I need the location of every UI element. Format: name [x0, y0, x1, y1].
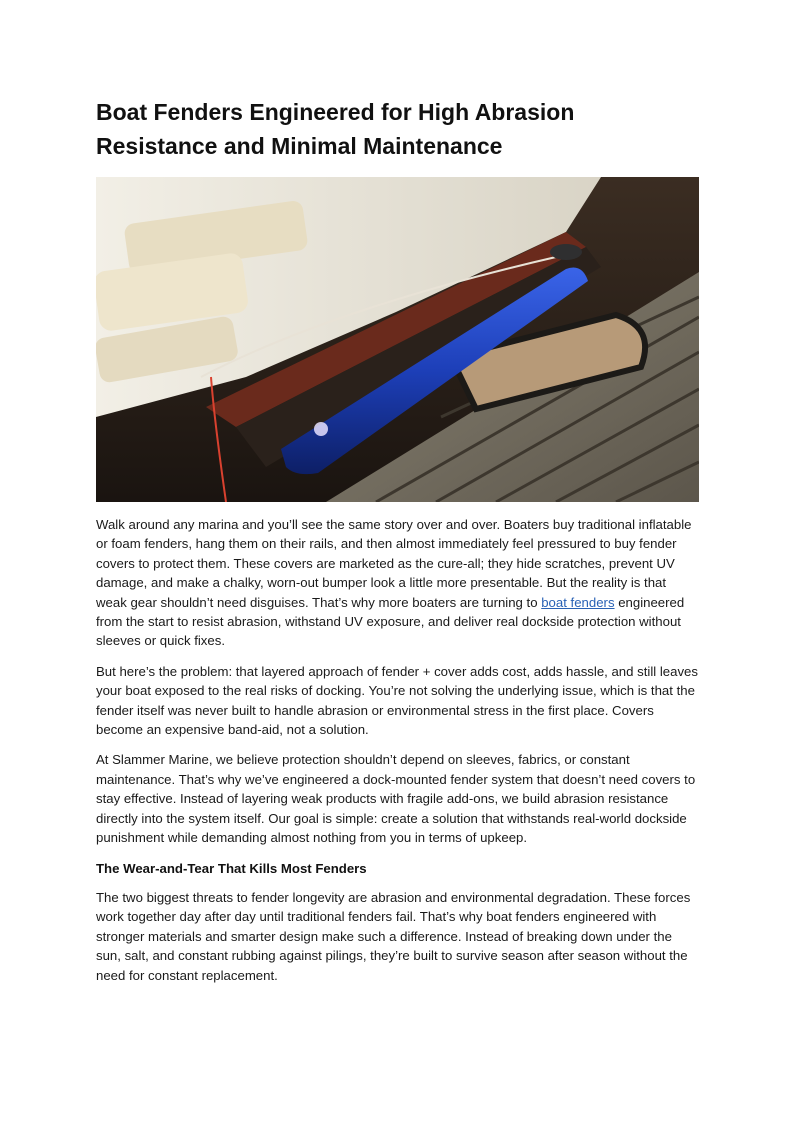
paragraph-intro: Walk around any marina and you’ll see the same story over and over. Boaters buy traditional inflatable or foam fenders, hang them on their rails, and then almost immediately feel pressured to buy fender covers to protect them. These covers are marketed as the cure-all; they hide scratches, prevent UV damage, and make a chalky, worn-out bumper look a little more presentable. But the reality is that weak gear shouldn’t need disguises. That’s why more boaters are turning to boat fenders engineered from the start to resist abrasion, withstand UV exposure, and deliver real dockside protection without sleeves or quick fixes.	[96, 517, 692, 649]
boat-fenders-link[interactable]: boat fenders	[541, 594, 615, 610]
paragraph-problem: But here’s the problem: that layered approach of fender + cover adds cost, adds hassle, and still leaves your boat exposed to the real risks of docking. You’re not solving the underlying issue, which is that the fender itself was never built to handle abrasion or environmental stress in the first place. Covers become an expensive band-aid, not a solution.	[96, 663, 698, 738]
paragraph-threats: The two biggest threats to fender longevity are abrasion and environmental degradation. These forces work together day after day until traditional fenders fail. That’s why boat fenders engineered with stronger materials and smarter design make such a difference. Instead of breaking down under the sun, salt, and constant rubbing against pilings, they’re built to survive season after season without the need for constant replacement.	[96, 889, 691, 983]
boat-docked-with-blue-fender-icon	[96, 177, 699, 502]
section-heading: The Wear-and-Tear That Kills Most Fenders	[96, 860, 367, 876]
page-title: Boat Fenders Engineered for High Abrasion Resistance and Minimal Maintenance	[96, 99, 575, 159]
boat-fender-photo	[96, 177, 699, 502]
paragraph-slammer: At Slammer Marine, we believe protection shouldn’t depend on sleeves, fabrics, or constant maintenance. That’s why we’ve engineered a dock-mounted fender system that doesn’t need covers to stay effective. Instead of layering weak products with fragile add-ons, we build abrasion resistance directly into the system itself. Our goal is simple: create a solution that withstands real-world dockside punishment while demanding almost nothing from you in terms of upkeep.	[96, 752, 696, 846]
article-body	[96, 515, 699, 996]
